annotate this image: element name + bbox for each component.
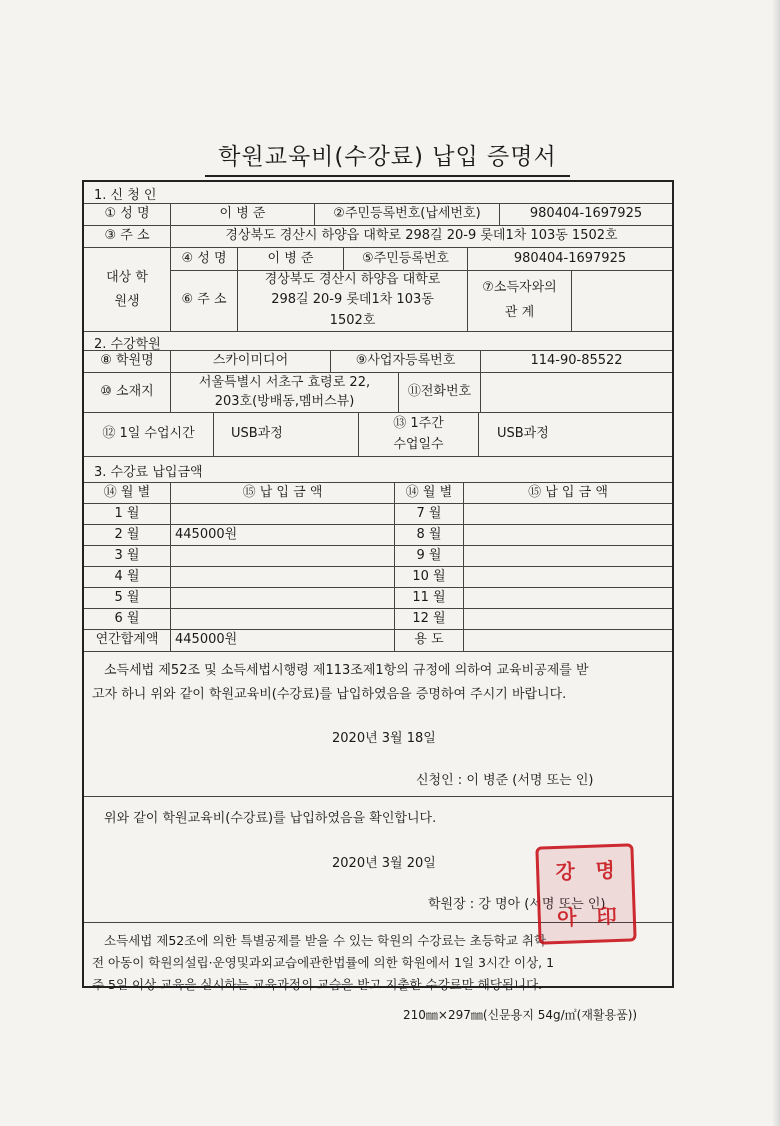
academy-location-value (171, 373, 399, 412)
request-line-1: 소득세법 제52조 및 소득세법시행령 제113조제1항의 규정에 의하여 교육비공제를 받 (104, 663, 589, 678)
academy-location-line-1: 서울특별시 서초구 효령로 22, (198, 374, 371, 390)
student-relation-value (572, 270, 672, 331)
student-rrn-label: ⑤주민등록번호 (344, 248, 468, 270)
payment-row (84, 567, 672, 588)
request-date: 2020년 3월 18일 (332, 731, 436, 746)
academy-location-line-2: 203호(방배동,멤버스뷰) (214, 393, 355, 409)
payment-row (84, 588, 672, 609)
payment-month-header-right: ⑭ 월 별 (395, 483, 464, 503)
applicant-rrn-value: 980404-1697925 (529, 206, 643, 222)
applicant-address-row (84, 226, 672, 248)
seal-char: 아 (556, 904, 577, 930)
payment-month-left: 3 월 (84, 546, 171, 566)
student-address-line-2: 298길 20-9 롯데1차 103동 (271, 292, 434, 308)
section-applicant-title: 1. 신 청 인 (94, 188, 157, 203)
payment-amount-right (464, 609, 672, 629)
academy-phone-label: ⑪전화번호 (399, 373, 481, 412)
payment-amount-right (464, 567, 672, 587)
payment-month-right: 11 월 (395, 588, 464, 608)
payment-month-left: 1 월 (84, 504, 171, 524)
student-group-label-text: 대상 학원생 (106, 270, 148, 309)
applicant-address-label: ③ 주 소 (84, 226, 171, 247)
student-address-line-3: 1502호 (329, 312, 376, 328)
payment-month-left: 5 월 (84, 588, 171, 608)
payment-amount-header-left: ⑮ 납 입 금 액 (171, 483, 395, 503)
student-address-row (171, 270, 672, 331)
academy-phone-value (481, 373, 672, 412)
section-applicant-row (84, 182, 672, 204)
payment-month-right: 7 월 (395, 504, 464, 524)
student-group-label (84, 248, 171, 331)
academy-name-row (84, 351, 672, 373)
student-name-row (171, 248, 672, 271)
applicant-signature-line: 신청인 : 이 병준 (서명 또는 인) (416, 773, 594, 788)
payment-amount-right (464, 546, 672, 566)
student-relation-label-2: 관 계 (504, 304, 535, 320)
academy-name-label: ⑧ 학원명 (84, 351, 171, 372)
seal-char: 印 (596, 903, 618, 929)
applicant-rrn-label: ②주민등록번호(납세번호) (315, 204, 500, 225)
academy-hours-row (84, 413, 672, 457)
weekly-days-value: USB과정 (497, 426, 549, 442)
payment-total-label: 연간합계액 (84, 630, 171, 651)
weekly-days-label (359, 413, 479, 456)
payment-month-left: 6 월 (84, 609, 171, 629)
payment-month-right: 10 월 (395, 567, 464, 587)
payment-total-value: 445000원 (171, 630, 395, 651)
payment-month-header-left: ⑭ 월 별 (84, 483, 171, 503)
payment-amount-right (464, 525, 672, 545)
footnote-line-3: 주 5일 이상 교육을 실시하는 교육과정의 교습을 받고 지출한 수강료만 해당됩니다. (92, 977, 543, 992)
academy-bizno-value: 114-90-85522 (530, 353, 623, 369)
paper-size-note: 210㎜×297㎜(신문용지 54g/㎡(재활용품)) (403, 1008, 638, 1022)
section-academy-row (84, 332, 672, 351)
payment-month-right: 9 월 (395, 546, 464, 566)
seal-char: 명 (595, 857, 616, 883)
applicant-name-row (84, 204, 672, 226)
payment-row (84, 525, 672, 546)
request-block (84, 652, 672, 797)
payment-row (84, 546, 672, 567)
weekly-days-label-2: 수업일수 (393, 436, 444, 452)
document-title: 학원교육비(수강료) 납입 증명서 (205, 138, 570, 177)
payment-amount-left (171, 504, 395, 524)
seal-char: 강 (555, 858, 576, 884)
weekly-days-label-1: ⑬ 1주간 (393, 415, 444, 431)
page-edge (772, 0, 780, 1126)
footnote-line-1: 소득세법 제52조에 의한 특별공제를 받을 수 있는 학원의 수강료는 초등학교 취학 (104, 933, 547, 948)
payment-amount-left: 445000원 (171, 525, 395, 545)
section-academy-title: 2. 수강학원 (94, 337, 161, 352)
applicant-name-value: 이 병 준 (171, 204, 315, 225)
payment-month-left: 2 월 (84, 525, 171, 545)
student-name-label: ④ 성 명 (171, 248, 238, 270)
academy-bizno-label: ⑨사업자등록번호 (331, 351, 481, 372)
payment-row (84, 609, 672, 630)
student-relation-label-1: ⑦소득자와의 (482, 279, 557, 295)
payment-amount-left (171, 546, 395, 566)
payment-month-right: 12 월 (395, 609, 464, 629)
section-payment-row (84, 457, 672, 483)
applicant-address-value: 경상북도 경산시 하양읍 대학로 298길 20-9 롯데1차 103동 1502호 (225, 228, 618, 244)
student-name-value: 이 병 준 (238, 248, 344, 270)
daily-hours-label: ⑫ 1일 수업시간 (84, 413, 214, 456)
student-block (84, 248, 672, 332)
section-payment-title: 3. 수강료 납입금액 (94, 465, 203, 480)
payment-amount-right (464, 588, 672, 608)
payment-amount-left (171, 588, 395, 608)
payment-amount-header-right: ⑮ 납 입 금 액 (528, 484, 608, 500)
payment-amount-left (171, 567, 395, 587)
payment-month-right: 8 월 (395, 525, 464, 545)
confirm-line: 위와 같이 학원교육비(수강료)를 납입하였음을 확인합니다. (104, 811, 437, 826)
academy-name-value: 스카이미디어 (171, 351, 331, 372)
student-address-label: ⑥ 주 소 (171, 270, 238, 331)
payment-row (84, 504, 672, 525)
payment-total-row (84, 630, 672, 652)
student-rrn-value: 980404-1697925 (513, 250, 627, 266)
student-address-value (238, 270, 468, 331)
payment-month-left: 4 월 (84, 567, 171, 587)
payment-amount-left (171, 609, 395, 629)
payment-amount-right (464, 504, 672, 524)
academy-location-label: ⑩ 소재지 (84, 373, 171, 412)
student-relation-label (468, 270, 572, 331)
confirm-date: 2020년 3월 20일 (332, 856, 436, 871)
director-signature-line: 학원장 : 강 명아 (서명 또는 인) (428, 897, 606, 912)
daily-hours-value: USB과정 (214, 413, 359, 456)
payment-usage-label: 용 도 (395, 630, 464, 651)
applicant-name-label: ① 성 명 (84, 204, 171, 225)
payment-header-row (84, 483, 672, 504)
student-address-line-1: 경상북도 경산시 하양읍 대학로 (264, 272, 441, 288)
academy-location-row (84, 373, 672, 413)
academy-seal-stamp (535, 843, 636, 944)
request-line-2: 고자 하니 위와 같이 학원교육비(수강료)를 납입하였음을 증명하여 주시기 바랍니다. (92, 687, 567, 702)
payment-usage-value (464, 630, 672, 651)
footnote-line-2: 전 아동이 학원의설립·운영및과외교습에관한법률에 의한 학원에서 1일 3시간 이상, 1 (92, 955, 555, 970)
